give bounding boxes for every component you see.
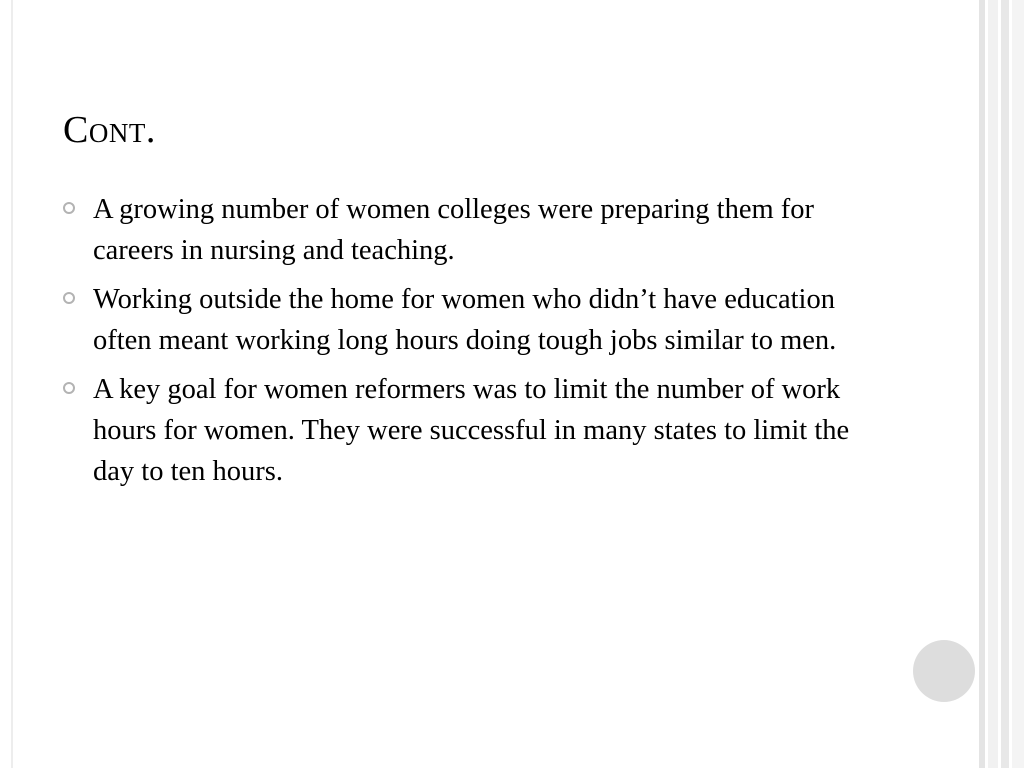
decorative-circle xyxy=(913,640,975,702)
bullet-text: A key goal for women reformers was to limit the number of work hours for women. They were successful in many states to limit the day to ten hours. xyxy=(93,374,850,487)
bullet-item xyxy=(63,279,863,361)
bullet-text: Working outside the home for women who didn’t have education often meant working long hours doing tough jobs similar to men. xyxy=(93,284,837,356)
right-stripe xyxy=(1012,0,1024,768)
right-stripe xyxy=(988,0,998,768)
left-frame-line xyxy=(11,0,13,768)
bullet-text: A growing number of women colleges were preparing them for careers in nursing and teaching. xyxy=(93,194,814,266)
bullet-item xyxy=(63,189,863,271)
right-stripe xyxy=(1001,0,1009,768)
bullet-item xyxy=(63,369,863,492)
bullet-circle-icon xyxy=(63,202,75,214)
bullet-circle-icon xyxy=(63,292,75,304)
bullet-list xyxy=(63,189,863,500)
bullet-circle-icon xyxy=(63,382,75,394)
right-stripe xyxy=(979,0,985,768)
slide-title: Cont. xyxy=(63,109,156,151)
